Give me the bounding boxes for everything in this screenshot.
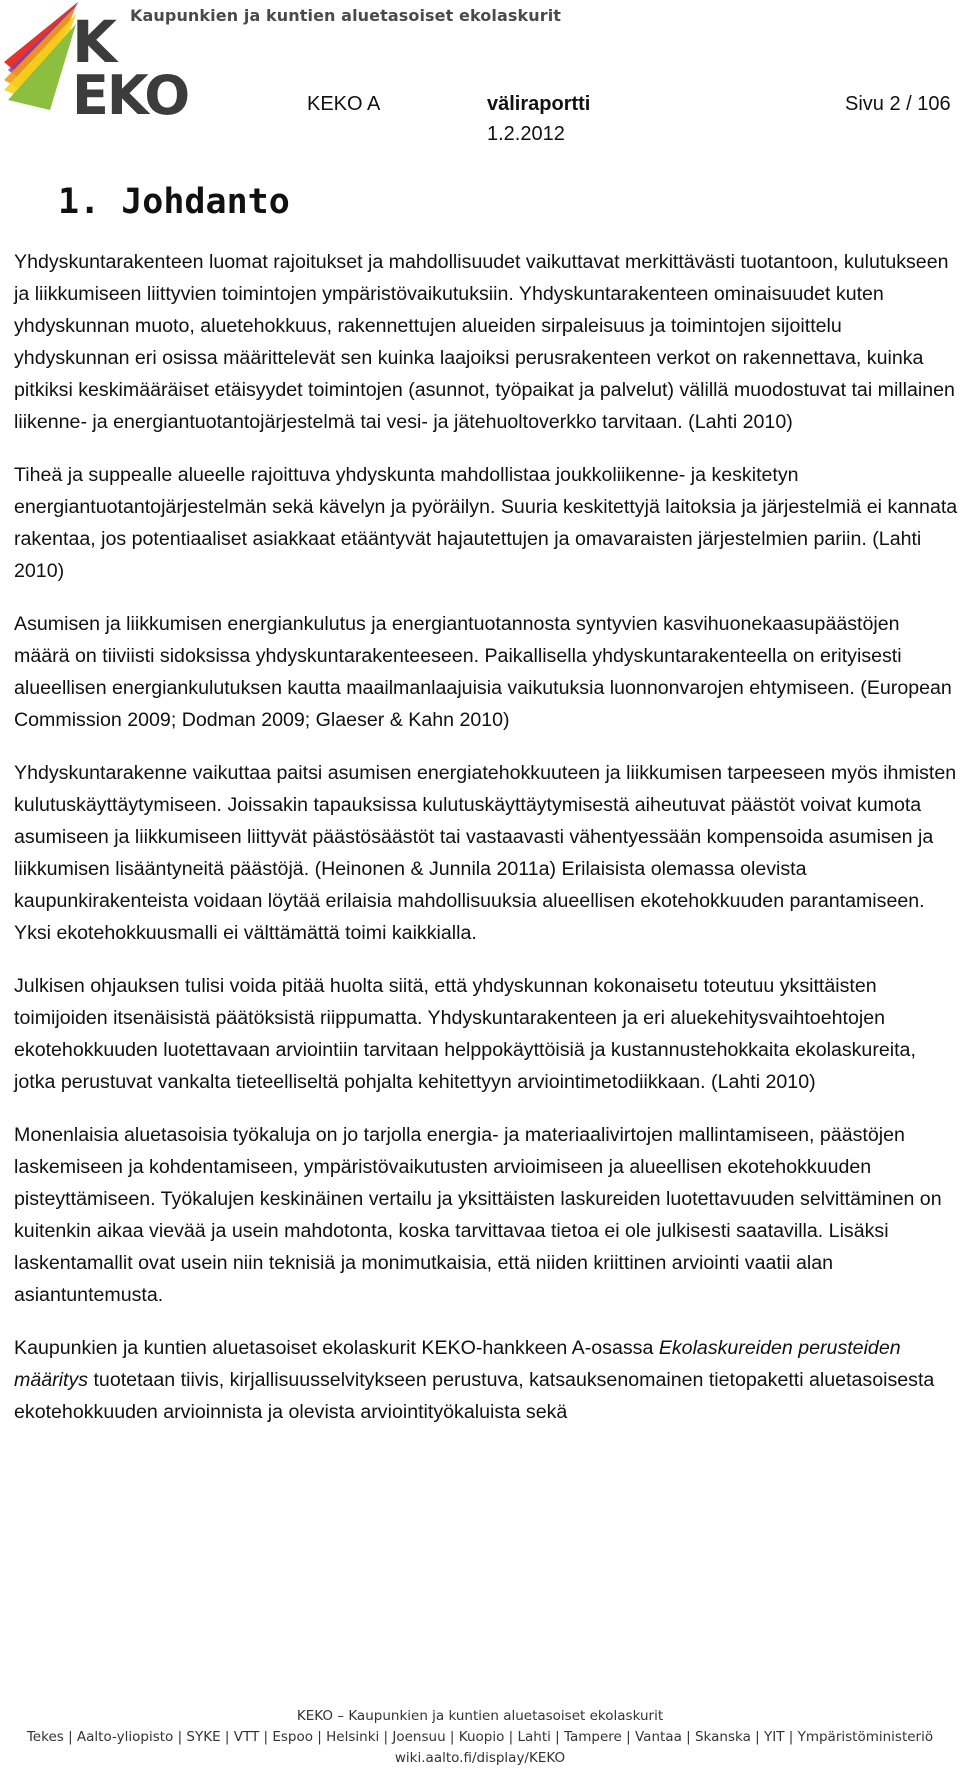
header-document-id: KEKO A [307, 93, 381, 115]
paragraph [14, 757, 960, 949]
logo-rainbow-icon [4, 2, 78, 110]
footer-partners: Tekes | Aalto-yliopisto | SYKE | VTT | Espoo | Helsinki | Joensuu | Kuopio | Lahti | Tampere | Vantaa | Skanska | YIT | Ympäristöministeriö [26, 1729, 934, 1745]
italic-title: Ekolaskureiden perusteiden määritys [14, 1337, 901, 1391]
paragraph [14, 459, 960, 587]
paragraph-text: Asumisen ja liikkumisen energiankulutus ja energiantuotannosta syntyvien kasvihuonekaasupäästöjen määrä on tiiviisti sidoksissa yhdyskuntarakenteeseen. Paikallisella yhdyskuntarakenteella on erityisesti alueellisen energiankulutuksen kautta maailmanlaajuisia vaikutuksia luonnonvarojen ehtymiseen. (European Commission 2009; Dodman 2009; Glaeser & Kahn 2010) [14, 613, 952, 731]
logo-eko: EKO [72, 64, 189, 118]
logo-tagline: Kaupunkien ja kuntien aluetasoiset ekolaskurit [130, 6, 562, 25]
paragraph [14, 246, 960, 438]
paragraph-text: Monenlaisia aluetasoisia työkaluja on jo tarjolla energia- ja materiaalivirtojen mallintamiseen, päästöjen laskemiseen ja kohdentamiseen, ympäristövaikutusten arvioimiseen ja alueellisen ekotehokkuuden pisteyttämiseen. Työkalujen keskinäinen vertailu ja yksittäisten laskureiden luotettavuuden selvittäminen on kuitenkin aikaa vievää ja usein mahdotonta, koska tarvittavaa tietoa ei ole julkisesti saatavilla. Lisäksi laskentamallit ovat usein niin teknisiä ja monimutkaisia, että niiden kriittinen arviointi vaatii alan asiantuntemusta. [14, 1124, 942, 1306]
footer-title: KEKO – Kaupunkien ja kuntien aluetasoiset ekolaskurit [296, 1708, 664, 1724]
paragraph [14, 1332, 960, 1428]
footer-url: wiki.aalto.fi/display/KEKO [394, 1750, 566, 1766]
paragraph-text: Tiheä ja suppealle alueelle rajoittuva yhdyskunta mahdollistaa joukkoliikenne- ja keskitetyn energiantuotantojärjestelmän sekä kävelyn ja pyöräilyn. Suuria keskitettyjä laitoksia ja järjestelmiä ei kannata rakentaa, jos potentiaaliset asiakkaat etääntyvät hajautettujen ja omavaraisten järjestelmien pariin. (Lahti 2010) [14, 464, 958, 582]
logo-k: K [72, 8, 117, 76]
header-date: 1.2.2012 [487, 123, 565, 145]
section-title: 1. Johdanto [58, 182, 290, 222]
paragraph-text: Julkisen ohjauksen tulisi voida pitää huolta siitä, että yhdyskunnan kokonaisetu toteutuu yksittäisten toimijoiden itsenäisistä päätöksistä riippumatta. Yhdyskuntarakenteen ja eri aluekehitysvaihtoehtojen ekotehokkuuden luotettavaan arviointiin tarvitaan helppokäyttöisiä ja kustannustehokkaita ekolaskureita, jotka perustuvat vankalta tieteelliseltä pohjalta kehitettyyn arviointimetodiikkaan. (Lahti 2010) [14, 975, 916, 1093]
paragraph-text: tuotetaan tiivis, kirjallisuusselvitykseen perustuva, katsauksenomainen tietopaketti aluetasoisesta ekotehokkuuden arvioinnista ja olevista arviointityökaluista sekä [14, 1369, 935, 1423]
header-report-type: väliraportti [487, 93, 591, 115]
paragraph-text: Yhdyskuntarakenne vaikuttaa paitsi asumisen energiatehokkuuteen ja liikkumisen tarpeeseen myös ihmisten kulutuskäyttäytymiseen. Joissakin tapauksissa kulutuskäyttäytymisestä aiheutuvat päästöt voivat kumota asumiseen ja liikkumiseen liittyvät päästösäästöt tai vastaavasti vähentyessään kompensoida asumisen ja liikkumisen lisääntyneitä päästöjä. (Heinonen & Junnila 2011a) Erilaisista olemassa olevista kaupunkirakenteista voidaan löytää erilaisia mahdollisuuksia alueellisen ekotehokkuuden parantamiseen. Yksi ekotehokkuusmalli ei välttämättä toimi kaikkialla. [14, 762, 957, 944]
paragraph [14, 970, 960, 1098]
paragraph [14, 608, 960, 736]
paragraph-text: Yhdyskuntarakenteen luomat rajoitukset ja mahdollisuudet vaikuttavat merkittävästi tuotantoon, kulutukseen ja liikkumiseen liittyvien toimintojen ympäristövaikutuksiin. Yhdyskuntarakenteen ominaisuudet kuten yhdyskunnan muoto, aluetehokkuus, rakennettujen alueiden sirpaleisuus ja toimintojen sijoittelu yhdyskunnan eri osissa määrittelevät sen kuinka laajoiksi perusrakenteen verkot on rakennettava, kuinka pitkiksi keskimääräiset etäisyydet toimintojen (asunnot, työpaikat ja palvelut) välillä muodostuvat tai millainen liikenne- ja energiantuotantojärjestelmä tai vesi- ja jätehuoltoverkko tarvitaan. (Lahti 2010) [14, 251, 955, 433]
body-text [14, 246, 960, 1449]
paragraph-text: Kaupunkien ja kuntien aluetasoiset ekolaskurit KEKO-hankkeen A-osassa [14, 1337, 659, 1359]
paragraph [14, 1119, 960, 1311]
header-page-number: Sivu 2 / 106 [845, 93, 951, 115]
